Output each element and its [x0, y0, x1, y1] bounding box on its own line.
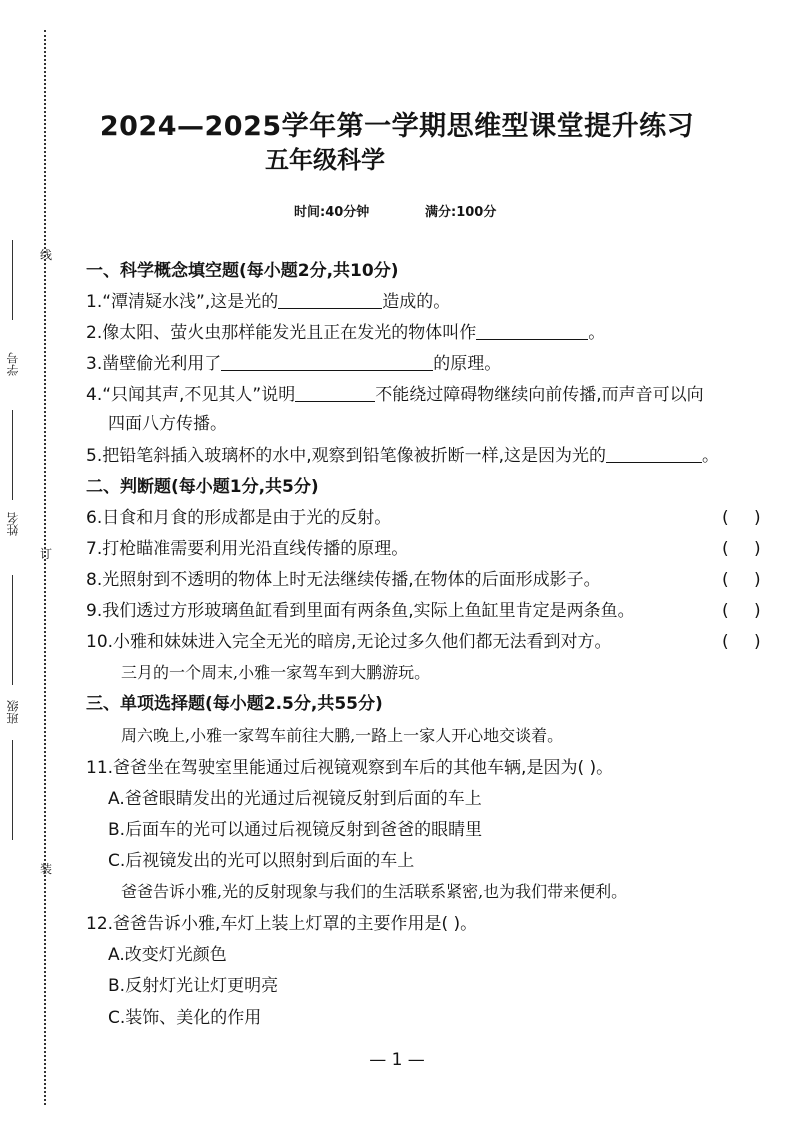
answer-parens[interactable]: ( ) [722, 508, 761, 528]
question-4-continued: 四面八方传播。 [108, 414, 227, 434]
section2-title: 二、判断题(每小题1分,共5分) [86, 477, 319, 497]
student-id-label: 学号 [6, 352, 20, 376]
section3-title: 三、单项选择题(每小题2.5分,共55分) [86, 694, 383, 714]
answer-blank[interactable] [221, 353, 433, 371]
question-3: 3.凿壁偷光利用了 的原理。 [86, 354, 502, 374]
option-b[interactable]: B.后面车的光可以通过后视镜反射到爸爸的眼睛里 [108, 820, 483, 840]
question-7: 7.打枪瞄准需要利用光沿直线传播的原理。 [86, 539, 409, 559]
class-blank [12, 575, 13, 685]
answer-parens[interactable]: ( ) [722, 601, 761, 621]
question-4: 4.“只闻其声,不见其人”说明 不能绕过障碍物继续向前传播,而声音可以向 [86, 385, 704, 405]
question-10: 10.小雅和妹妹进入完全无光的暗房,无论过多久他们都无法看到对方。 [86, 632, 612, 652]
answer-parens[interactable]: ( ) [722, 539, 761, 559]
question-2: 2.像太阳、萤火虫那样能发光且正在发光的物体叫作 。 [86, 323, 606, 343]
answer-parens[interactable]: ( ) [722, 632, 761, 652]
name-blank [12, 410, 13, 500]
binding-char-line: 线 [40, 248, 53, 262]
name-label: 姓名 [6, 512, 20, 536]
exam-subtitle: 五年级科学 [265, 146, 385, 174]
story-text: 周六晚上,小雅一家驾车前往大鹏,一路上一家人开心地交谈着。 [121, 726, 564, 745]
binding-char-order: 订 [40, 547, 53, 561]
question-6: 6.日食和月食的形成都是由于光的反射。 [86, 508, 392, 528]
answer-blank[interactable] [295, 384, 375, 402]
option-a[interactable]: A.爸爸眼睛发出的光通过后视镜反射到后面的车上 [108, 789, 482, 809]
question-9: 9.我们透过方形玻璃鱼缸看到里面有两条鱼,实际上鱼缸里肯定是两条鱼。 [86, 601, 635, 621]
section1-title: 一、科学概念填空题(每小题2分,共10分) [86, 261, 399, 281]
binding-dotted-line [44, 30, 46, 1105]
question-1: 1.“潭清疑水浅”,这是光的 造成的。 [86, 292, 451, 312]
page-number: — 1 — [369, 1050, 425, 1070]
option-c[interactable]: C.后视镜发出的光可以照射到后面的车上 [108, 851, 415, 871]
question-5: 5.把铅笔斜插入玻璃杯的水中,观察到铅笔像被折断一样,这是因为光的 。 [86, 446, 720, 466]
option-a[interactable]: A.改变灯光颜色 [108, 945, 227, 965]
extra-blank [12, 740, 13, 840]
option-c[interactable]: C.装饰、美化的作用 [108, 1008, 262, 1028]
class-label: 班级 [6, 700, 20, 724]
question-8: 8.光照射到不透明的物体上时无法继续传播,在物体的后面形成影子。 [86, 570, 601, 590]
story-text: 爸爸告诉小雅,光的反射现象与我们的生活联系紧密,也为我们带来便利。 [121, 882, 628, 901]
answer-blank[interactable] [606, 445, 702, 463]
exam-time: 时间:40分钟 [294, 205, 370, 220]
answer-blank[interactable] [278, 291, 382, 309]
question-11: 11.爸爸坐在驾驶室里能通过后视镜观察到车后的其他车辆,是因为( )。 [86, 758, 614, 778]
exam-title: 2024—2025学年第一学期思维型课堂提升练习 [99, 111, 695, 142]
answer-parens[interactable]: ( ) [722, 570, 761, 590]
answer-blank[interactable] [476, 322, 588, 340]
story-text: 三月的一个周末,小雅一家驾车到大鹏游玩。 [121, 663, 431, 682]
student-id-blank [12, 240, 13, 320]
binding-char-bind: 装 [40, 862, 53, 876]
option-b[interactable]: B.反射灯光让灯更明亮 [108, 976, 279, 996]
exam-score: 满分:100分 [425, 205, 497, 220]
question-12: 12.爸爸告诉小雅,车灯上装上灯罩的主要作用是( )。 [86, 914, 478, 934]
